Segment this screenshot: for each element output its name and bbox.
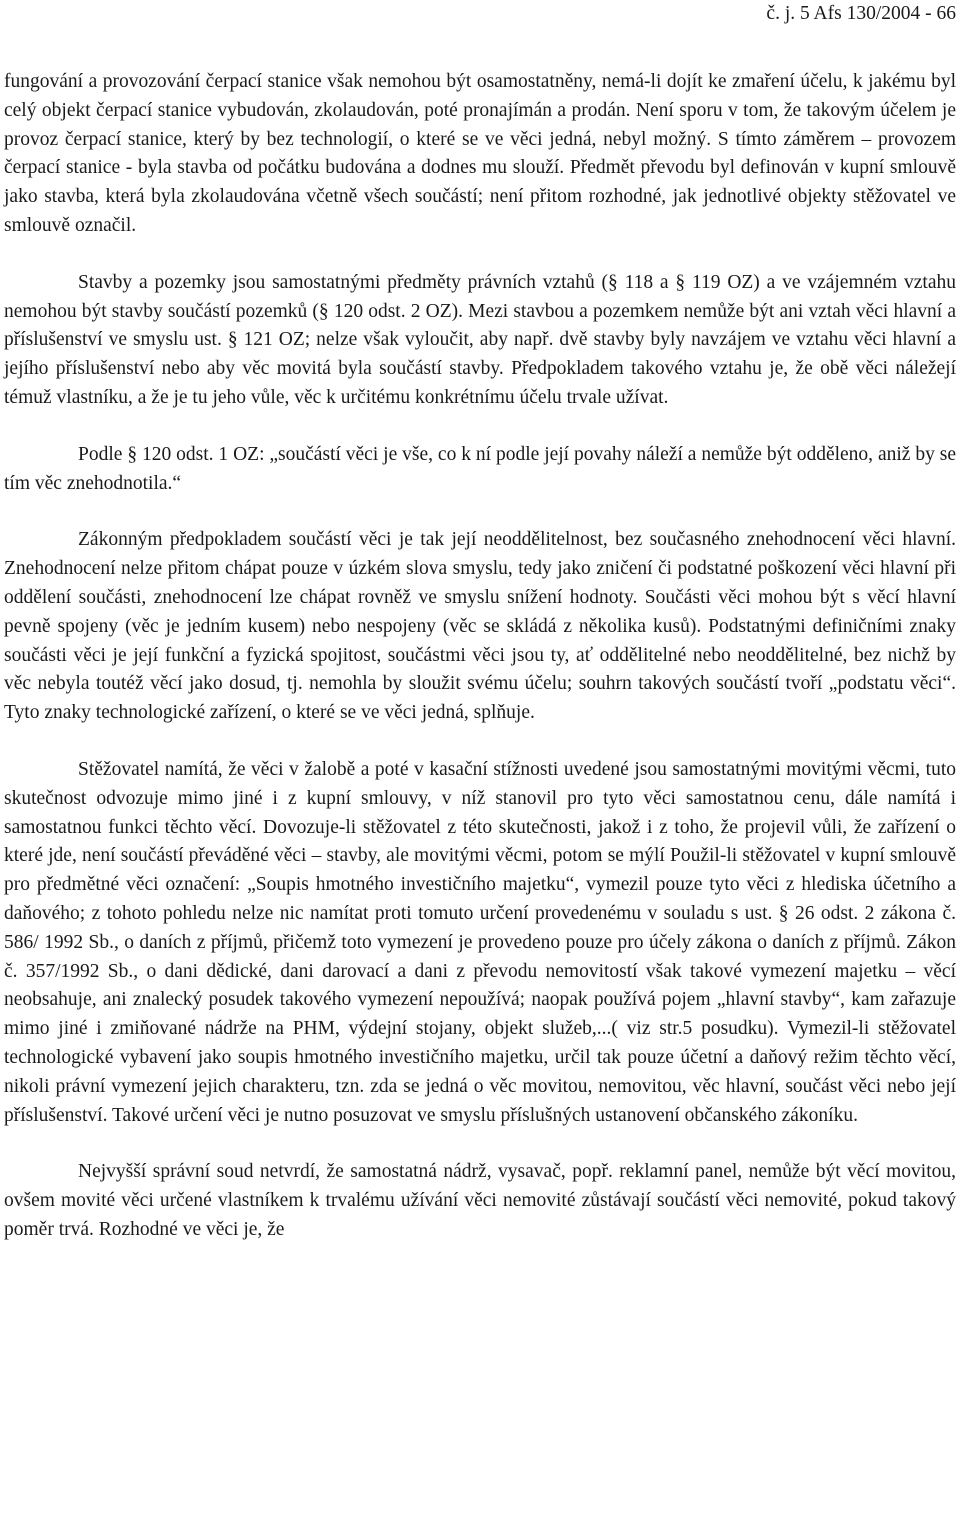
document-page <box>4 0 956 1273</box>
paragraph-4: Zákonným předpokladem součástí věci je tak její neoddělitelnost, bez současného znehodnocení věci hlavní. Znehodnocení nelze přitom chápat pouze v úzkém slova smyslu, tedy jako zničení či podstatné poškození věci hlavní při oddělení součásti, znehodnocení lze chápat rovněž ve smyslu snížení hodnoty. Součásti věci mohou být s věcí hlavní pevně spojeny (věc je jedním kusem) nebo nespojeny (věc se skládá z několika kusů). Podstatnými definičními znaky součásti věci je její funkční a fyzická spojitost, součástmi věci jsou ty, ať oddělitelné nebo neoddělitelné, bez nichž by věc nebyla toutéž věcí jako dosud, tj. nemohla by sloužit svému účelu; souhrn takových součástí tvoří „podstatu věci“. Tyto znaky technologické zařízení, o které se ve věci jedná, splňuje. <box>4 529 956 724</box>
paragraph-3: Podle § 120 odst. 1 OZ: „součástí věci je vše, co k ní podle její povahy náleží a nemůže být odděleno, aniž by se tím věc znehodnotila.“ <box>4 443 956 494</box>
case-number-header: č. j. 5 Afs 130/2004 - 66 <box>766 3 956 24</box>
paragraph-5: Stěžovatel namítá, že věci v žalobě a poté v kasační stížnosti uvedené jsou samostatnými movitými věcmi, tuto skutečnost odvozuje mimo jiné i z kupní smlouvy, v níž stanovil pro tyto věci samostatnou cenu, dále namítá i samostatnou funkci těchto věcí. Dovozuje-li stěžovatel z této skutečnosti, jakož i z toho, že projevil vůli, že zařízení o které jde, není součástí převáděné věci – stavby, ale movitými věcmi, potom se mýlí Použil-li stěžovatel v kupní smlouvě pro předmětné věci označení: „Soupis hmotného investičního majetku“, vymezil pouze tyto věci z hlediska účetního a daňového; z tohoto pohledu nelze nic namítat proti tomuto určení provedenému v souladu s ust. § 26 odst. 2 zákona č. 586/ 1992 Sb., o daních z příjmů, přičemž toto vymezení je provedeno pouze pro účely zákona o daních z příjmů. Zákon č. 357/1992 Sb., o dani dědické, dani darovací a dani z převodu nemovitostí však takové vymezení majetku – věcí neobsahuje, ani znalecký posudek takového vymezení nepoužívá; naopak používá pojem „hlavní stavby“, kam zařazuje mimo jiné i zmiňované nádrže na PHM, výdejní stojany, objekt služeb,...( viz str.5 posudku). Vymezil-li stěžovatel technologické vybavení jako soupis hmotného investičního majetku, určil tak pouze účetní a daňový režim těchto věcí, nikoli právní vymezení jejich charakteru, tzn. zda se jedná o věc movitou, nemovitou, věc hlavní, součást věci nebo její příslušenství. Takové určení věci je nutno posuzovat ve smyslu příslušných ustanovení občanského zákoníku. <box>4 758 956 1126</box>
paragraph-2: Stavby a pozemky jsou samostatnými předměty právních vztahů (§ 118 a § 119 OZ) a ve vzájemném vztahu nemohou být stavby součástí pozemků (§ 120 odst. 2 OZ). Mezi stavbou a pozemkem nemůže být ani vztah věci hlavní a příslušenství ve smyslu ust. § 121 OZ; nelze však vyloučit, aby např. dvě stavby byly navzájem ve vztahu věci hlavní a jejího příslušenství nebo aby věc movitá byla součástí stavby. Předpokladem takového vztahu je, že obě věci náležejí témuž vlastníku, a že je tu jeho vůle, věc k určitému konkrétnímu účelu trvale užívat. <box>4 271 956 408</box>
paragraph-1: fungování a provozování čerpací stanice však nemohou být osamostatněny, nemá-li dojít ke zmaření účelu, k jakému byl celý objekt čerpací stanice vybudován, zkolaudován, poté pronajímán a prodán. Není sporu v tom, že takovým účelem je provoz čerpací stanice, který by bez technologií, o které se ve věci jedná, nebyl možný. S tímto záměrem – provozem čerpací stanice - byla stavba od počátku budována a dodnes mu slouží. Předmět převodu byl definován v kupní smlouvě jako stavba, která byla zkolaudována včetně všech součástí; není přitom rozhodné, jak jednotlivé objekty stěžovatel ve smlouvě označil. <box>4 71 956 236</box>
document-body <box>4 68 956 1245</box>
paragraph-6: Nejvyšší správní soud netvrdí, že samostatná nádrž, vysavač, popř. reklamní panel, nemůže být věcí movitou, ovšem movité věci určené vlastníkem k trvalému užívání věci nemovité zůstávají součástí věci nemovité, pokud takový poměr trvá. Rozhodné ve věci je, že <box>4 1161 956 1240</box>
